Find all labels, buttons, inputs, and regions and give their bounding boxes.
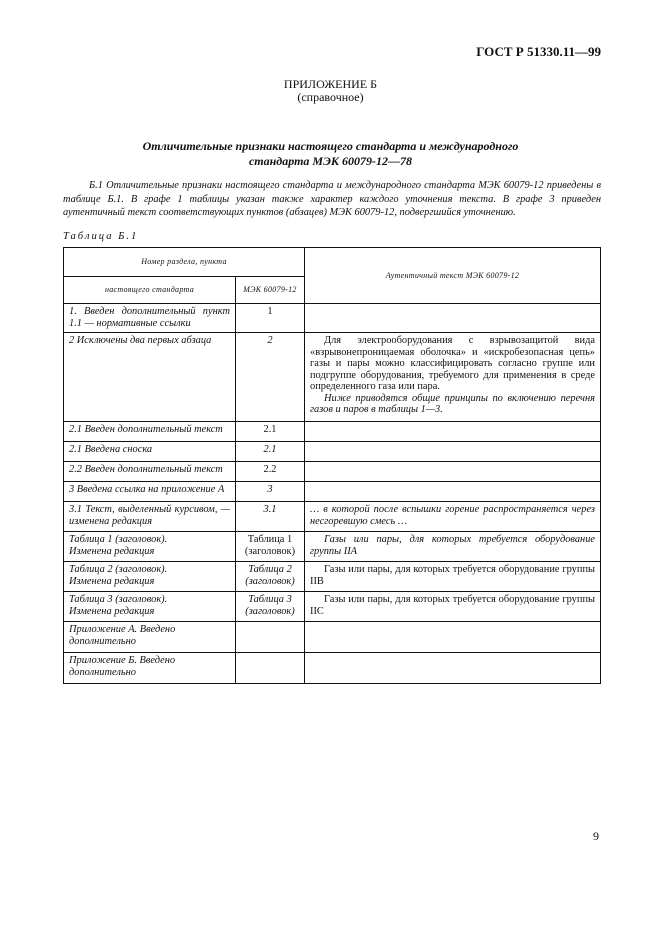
table-row [64, 592, 601, 622]
cell-line: Изменена редакция [69, 545, 155, 557]
cell-line: Газы или пары, для которых требуется оборудование группы IIC [310, 594, 595, 617]
cell-line: Таблица 2 [248, 564, 292, 575]
cell-line: (заголовок) [245, 605, 295, 617]
cell-line: Изменена редакция [69, 605, 155, 617]
cell-line: (заголовок) [245, 575, 295, 587]
page-number: 9 [593, 829, 599, 843]
cell-col2: 2.1 [236, 442, 305, 462]
cell-col3 [305, 304, 601, 333]
annex-heading [0, 78, 661, 104]
cell-col1 [64, 562, 236, 592]
cell-col2: 1 [236, 304, 305, 333]
table-row [64, 532, 601, 562]
cell-col1: 3 Введена ссылка на приложение А [64, 482, 236, 502]
cell-col3 [305, 562, 601, 592]
comparison-table [63, 247, 601, 684]
cell-col2: 2 [236, 333, 305, 422]
table-row [64, 562, 601, 592]
cell-col2 [236, 653, 305, 684]
table-row [64, 442, 601, 462]
cell-line: Изменена редакция [69, 575, 155, 587]
intro-paragraph: Б.1 Отличительные признаки настоящего стандарта и международного стандарта МЭК 60079-12 приведены в таблице Б.1. В графе 1 таблицы указан также характер каждого уточнения текста. В графе 3 приведен аутентичный текст соответствующих пунктов (абзацев) МЭК 60079-12, подвергшийся уточнению. [63, 180, 601, 218]
header-authentic-text: Аутентичный текст МЭК 60079-12 [305, 248, 601, 304]
cell-line: Таблица 1 [247, 534, 293, 545]
authentic-paragraph: Для электрооборудования с взрывозащитой вида «взрывонепроницаемая оболочка» и «искробезопасная цепь» газы и пары можно классифицировать согласно группе или подгруппе оборудования, требуемого для применения в среде определенного газа или пара. [310, 335, 595, 392]
annex-subtitle: (справочное) [297, 90, 364, 104]
cell-col1: 1. Введен дополнительный пункт 1.1 — нормативные ссылки [64, 304, 236, 333]
header-iec: МЭК 60079-12 [236, 277, 305, 304]
table-row [64, 422, 601, 442]
cell-col1 [64, 622, 236, 653]
table-row [64, 304, 601, 333]
cell-line: Газы или пары, для которых требуется оборудование группы IIA [310, 534, 595, 557]
annex-title: ПРИЛОЖЕНИЕ Б [283, 77, 378, 91]
cell-col3 [305, 482, 601, 502]
cell-col3 [305, 442, 601, 462]
document-title [60, 139, 601, 169]
table-row [64, 502, 601, 532]
cell-line: Приложение А. Введено [69, 624, 176, 635]
table-caption: Таблица Б.1 [63, 231, 139, 242]
cell-col3 [305, 622, 601, 653]
document-title-line2: стандарта МЭК 60079-12—78 [248, 154, 413, 168]
cell-line: Таблица 3 (заголовок). [69, 594, 168, 605]
cell-line: дополнительно [69, 666, 136, 678]
cell-col2: 2.1 [236, 422, 305, 442]
cell-col3 [305, 333, 601, 422]
cell-col1: 2.1 Введена сноска [64, 442, 236, 462]
header-section-number: Номер раздела, пункта [64, 248, 305, 277]
cell-col2 [236, 622, 305, 653]
cell-col2: 3 [236, 482, 305, 502]
cell-col1: 3.1 Текст, выделенный курсивом, — изменена редакция [64, 502, 236, 532]
cell-col1: 2.1 Введен дополнительный текст [64, 422, 236, 442]
cell-line: Таблица 1 (заголовок). [69, 534, 168, 545]
table-row [64, 333, 601, 422]
authentic-paragraph: Ниже приводятся общие принципы по включению перечня газов и паров в таблицы 1—3. [310, 392, 595, 415]
cell-col3 [305, 422, 601, 442]
cell-col2 [236, 562, 305, 592]
table-row [64, 622, 601, 653]
cell-line: дополнительно [69, 635, 136, 647]
cell-line: Таблица 2 (заголовок). [69, 564, 168, 575]
cell-col3 [305, 532, 601, 562]
cell-col3 [305, 592, 601, 622]
standard-code: ГОСТ Р 51330.11—99 [476, 44, 601, 59]
cell-col2: 3.1 [236, 502, 305, 532]
cell-col1: 2 Исключены два первых абзаца [64, 333, 236, 422]
document-title-line1: Отличительные признаки настоящего стандарта и международного [142, 139, 519, 153]
cell-line: Приложение Б. Введено [69, 655, 176, 666]
cell-col3: … в которой после вспышки горение распространяется через несгоревшую смесь … [305, 502, 601, 532]
cell-col3 [305, 462, 601, 482]
table-header-row [64, 248, 601, 277]
cell-col2 [236, 532, 305, 562]
cell-col1 [64, 532, 236, 562]
table-row [64, 462, 601, 482]
header-this-standard: настоящего стандарта [64, 277, 236, 304]
cell-line: Газы или пары, для которых требуется оборудование группы IIB [310, 564, 595, 587]
cell-col2 [236, 592, 305, 622]
cell-col1 [64, 592, 236, 622]
cell-col1 [64, 653, 236, 684]
cell-col3 [305, 653, 601, 684]
cell-col1: 2.2 Введен дополнительный текст [64, 462, 236, 482]
table-row [64, 653, 601, 684]
cell-col2: 2.2 [236, 462, 305, 482]
cell-line: (заголовок) [244, 545, 296, 557]
cell-line: Таблица 3 [248, 594, 292, 605]
table-row [64, 482, 601, 502]
